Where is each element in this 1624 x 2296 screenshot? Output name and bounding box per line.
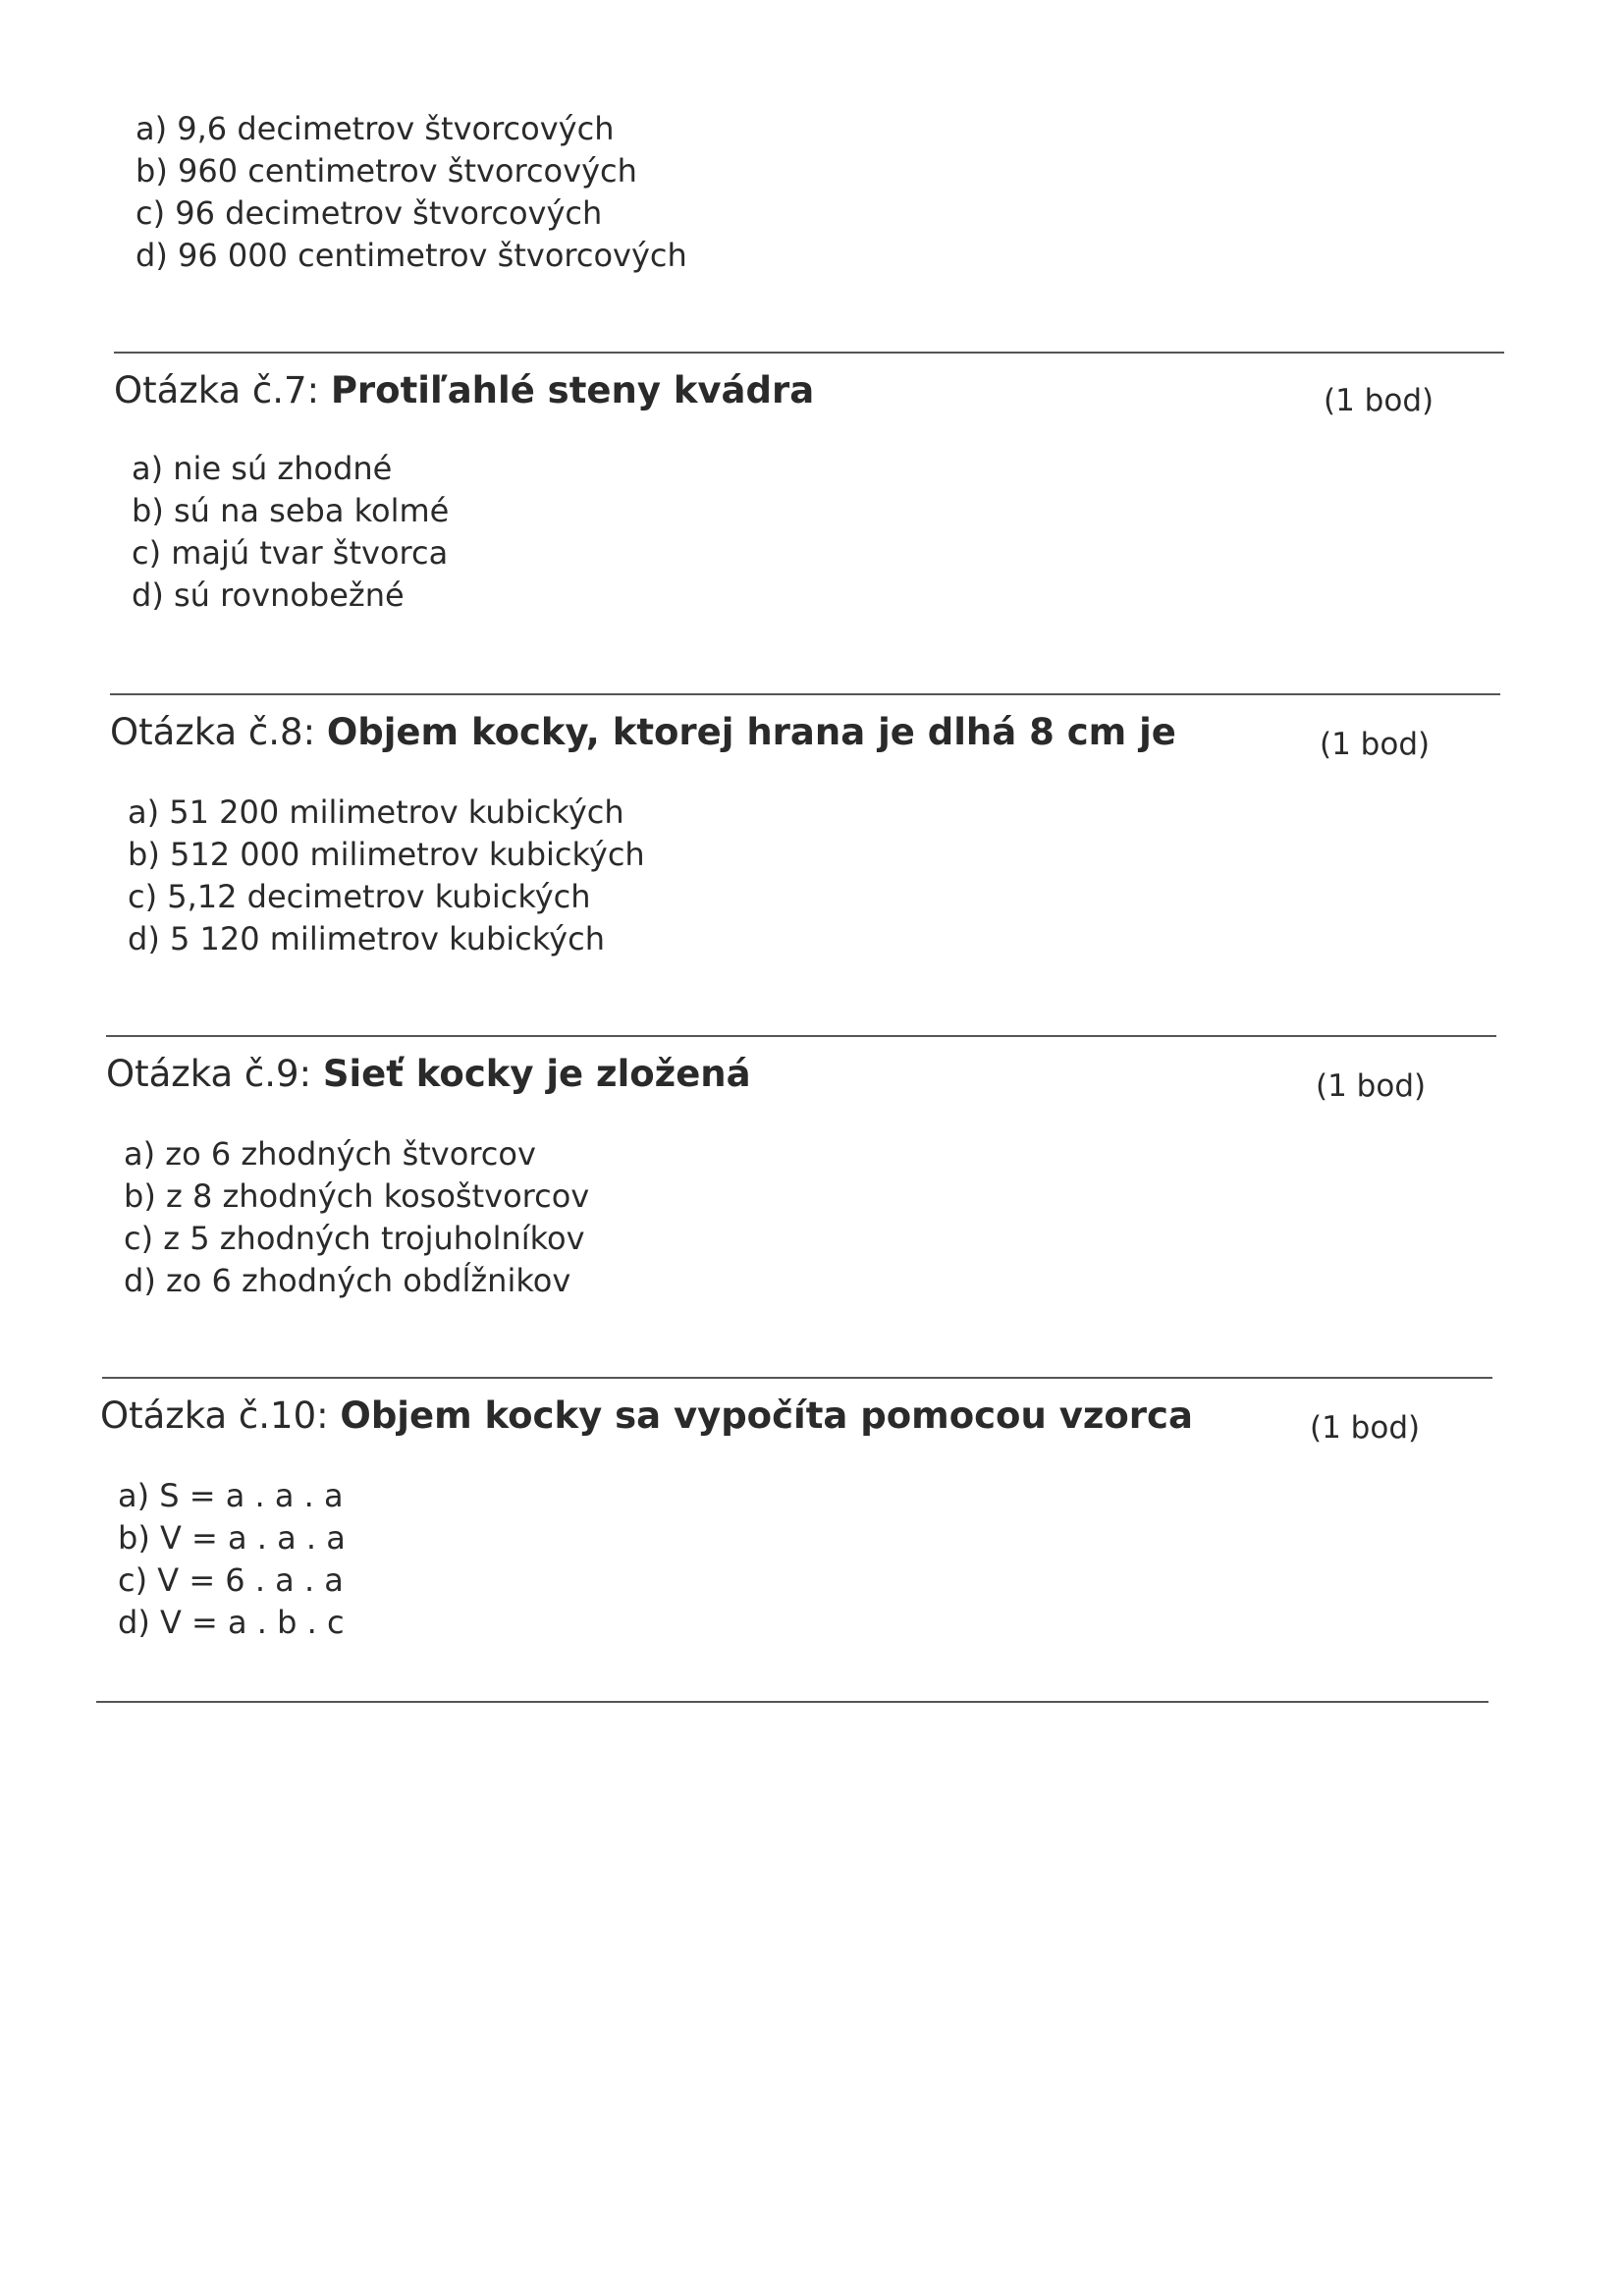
option-c: c) z 5 zhodných trojuholníkov (124, 1220, 585, 1257)
option-d: d) 96 000 centimetrov štvorcových (135, 237, 687, 274)
question-10-title (100, 1394, 1193, 1437)
question-8-title (110, 711, 1176, 753)
option-d: d) zo 6 zhodných obdĺžnikov (124, 1262, 571, 1299)
question-9-options (124, 1133, 589, 1302)
question-number: Otázka č.9: (106, 1053, 312, 1095)
question-10-options (118, 1475, 346, 1644)
question-9-points: (1 bod) (1316, 1068, 1427, 1104)
question-8-options (128, 792, 645, 960)
option-c: c) majú tvar štvorca (132, 534, 449, 572)
question-number: Otázka č.7: (114, 369, 320, 411)
divider (114, 352, 1504, 354)
question-text: Protiľahlé steny kvádra (330, 369, 815, 411)
option-a: a) 9,6 decimetrov štvorcových (135, 110, 615, 147)
question-number: Otázka č.10: (100, 1394, 329, 1437)
divider (102, 1377, 1492, 1379)
option-a: a) zo 6 zhodných štvorcov (124, 1135, 536, 1173)
option-c: c) 5,12 decimetrov kubických (128, 878, 591, 915)
question-7-points: (1 bod) (1324, 383, 1435, 418)
option-b: b) 512 000 milimetrov kubických (128, 836, 645, 873)
divider (96, 1701, 1489, 1703)
question-7-title (114, 369, 814, 411)
question-text: Sieť kocky je zložená (322, 1053, 751, 1095)
option-d: d) V = a . b . c (118, 1604, 345, 1641)
option-a: a) S = a . a . a (118, 1477, 344, 1514)
option-b: b) V = a . a . a (118, 1519, 346, 1557)
carryover-option-list (135, 108, 687, 277)
option-a: a) 51 200 milimetrov kubických (128, 793, 624, 831)
option-d: d) 5 120 milimetrov kubických (128, 920, 605, 957)
option-c: c) V = 6 . a . a (118, 1561, 344, 1599)
question-8-points: (1 bod) (1320, 727, 1431, 762)
question-10-points: (1 bod) (1310, 1410, 1421, 1446)
option-b: b) sú na seba kolmé (132, 492, 450, 529)
question-9-title (106, 1053, 751, 1095)
option-b: b) 960 centimetrov štvorcových (135, 152, 637, 190)
question-7-options (132, 448, 449, 617)
question-text: Objem kocky, ktorej hrana je dlhá 8 cm je (326, 711, 1176, 753)
question-text: Objem kocky sa vypočíta pomocou vzorca (340, 1394, 1193, 1437)
divider (106, 1035, 1496, 1037)
question-number: Otázka č.8: (110, 711, 316, 753)
option-b: b) z 8 zhodných kosoštvorcov (124, 1177, 590, 1215)
divider (110, 693, 1500, 695)
option-c: c) 96 decimetrov štvorcových (135, 194, 603, 232)
option-d: d) sú rovnobežné (132, 576, 405, 614)
option-a: a) nie sú zhodné (132, 450, 393, 487)
